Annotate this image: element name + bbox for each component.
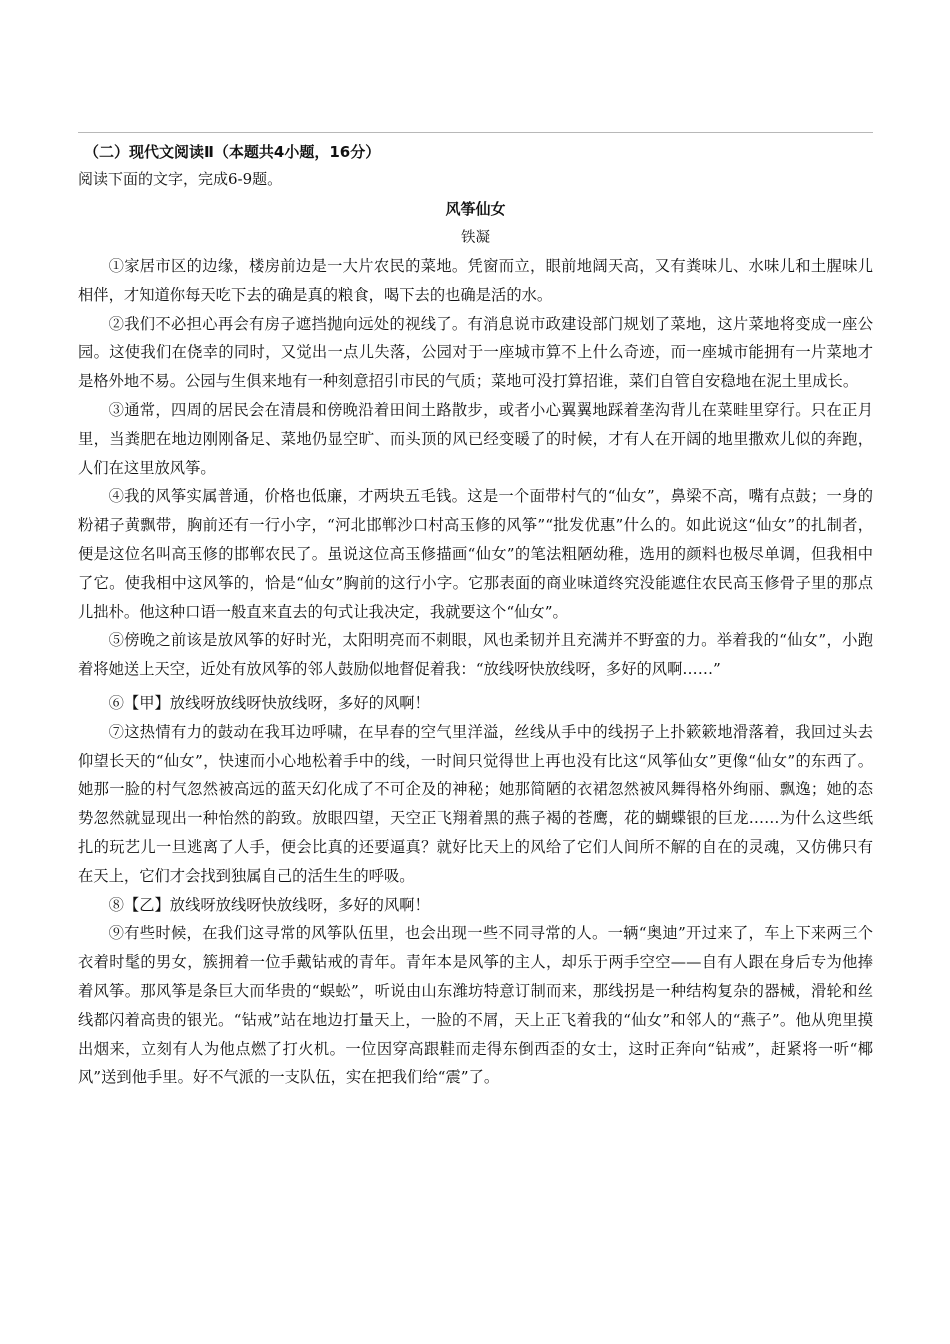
reading-instruction: 阅读下面的文字，完成6-9题。	[78, 170, 283, 188]
reading-section	[78, 138, 873, 1092]
paragraph-1: ①家居市区的边缘，楼房前边是一大片农民的菜地。凭窗而立，眼前地阔天高，又有粪味儿、水味儿和土腥味儿相伴，才知道你每天吃下去的确是真的粮食，喝下去的也确是活的水。	[78, 257, 873, 304]
paragraph-7: ⑦这热情有力的鼓动在我耳边呼啸，在早春的空气里洋溢，丝线从手中的线拐子上扑簌簌地滑落着，我回过头去仰望长天的“仙女”，快速而小心地松着手中的线，一时间只觉得世上再也没有比这“风筝仙女”更像“仙女”的东西了。她那一脸的村气忽然被高远的蓝天幻化成了不可企及的神秘；她那简陋的衣裙忽然被风舞得格外绚丽、飘逸；她的态势忽然就显现出一种怡然的韵致。放眼四望，天空正飞翔着黑的燕子褐的苍鹰，花的蝴蝶银的巨龙……为什么这些纸扎的玩艺儿一旦逃离了人手，便会比真的还要逼真？就好比天上的风给了它们人间所不解的自在的灵魂，又仿佛只有在天上，它们才会找到独属自己的活生生的呼吸。	[78, 722, 873, 885]
paragraph-2: ②我们不必担心再会有房子遮挡抛向远处的视线了。有消息说市政建设部门规划了菜地，这片菜地将变成一座公园。这使我们在侥幸的同时，又觉出一点儿失落，公园对于一座城市算不上什么奇迹，而一座城市能拥有一片菜地才是格外地不易。公园与生俱来地有一种刻意招引市民的气质；菜地可没打算招谁，菜们自管自安稳地在泥土里成长。	[78, 314, 873, 391]
paragraph-6-jia: ⑥【甲】放线呀放线呀快放线呀，多好的风啊！	[108, 693, 430, 712]
paragraph-8-yi: ⑧【乙】放线呀放线呀快放线呀，多好的风啊！	[108, 895, 430, 914]
paragraph-9: ⑨有些时候，在我们这寻常的风筝队伍里，也会出现一些不同寻常的人。一辆“奥迪”开过来了，车上下来两三个衣着时髦的男女，簇拥着一位手戴钻戒的青年。青年本是风筝的主人，却乐于两手空空——自有人跟在身后专为他捧着风筝。那风筝是条巨大而华贵的“蜈蚣”，听说由山东潍坊特意订制而来，那线拐是一种结构复杂的器械，滑轮和丝线都闪着高贵的银光。“钻戒”站在地边打量天上，一脸的不屑，天上正飞着我的“仙女”和邻人的“燕子”。他从兜里摸出烟来，立刻有人为他点燃了打火机。一位因穿高跟鞋而走得东倒西歪的女士，这时正奔向“钻戒”，赶紧将一听“椰风”送到他手里。好不气派的一支队伍，实在把我们给“震”了。	[78, 924, 873, 1087]
story-title: 风筝仙女	[445, 200, 506, 218]
story-author: 铁凝	[461, 230, 490, 246]
top-divider-line	[78, 132, 873, 133]
paragraph-3: ③通常，四周的居民会在清晨和傍晚沿着田间土路散步，或者小心翼翼地踩着垄沟背儿在菜畦里穿行。只在正月里，当粪肥在地边刚刚备足、菜地仍显空旷、而头顶的风已经变暖了的时候，才有人在开阔的地里撒欢儿似的奔跑，人们在这里放风筝。	[78, 400, 873, 477]
section-title: （二）现代文阅读Ⅱ（本题共4小题，16分）	[84, 143, 381, 161]
paragraph-5: ⑤傍晚之前该是放风筝的好时光，太阳明亮而不刺眼，风也柔韧并且充满并不野蛮的力。举着我的“仙女”，小跑着将她送上天空，近处有放风筝的邻人鼓励似地督促着我：“放线呀快放线呀，多好的风啊……”	[78, 631, 873, 679]
paragraph-4: ④我的风筝实属普通，价格也低廉，才两块五毛钱。这是一个面带村气的“仙女”，鼻梁不高，嘴有点鼓；一身的粉裙子黄飘带，胸前还有一行小字，“河北邯郸沙口村高玉修的风筝”“批发优惠”什么的。如此说这“仙女”的扎制者，便是这位名叫高玉修的邯郸农民了。虽说这位高玉修描画“仙女”的笔法粗陋幼稚，选用的颜料也极尽单调，但我相中了它。使我相中这风筝的，恰是“仙女”胸前的这行小字。它那表面的商业味道终究没能遮住农民高玉修骨子里的那点儿拙朴。他这种口语一般直来直去的句式让我决定，我就要这个“仙女”。	[78, 487, 873, 621]
